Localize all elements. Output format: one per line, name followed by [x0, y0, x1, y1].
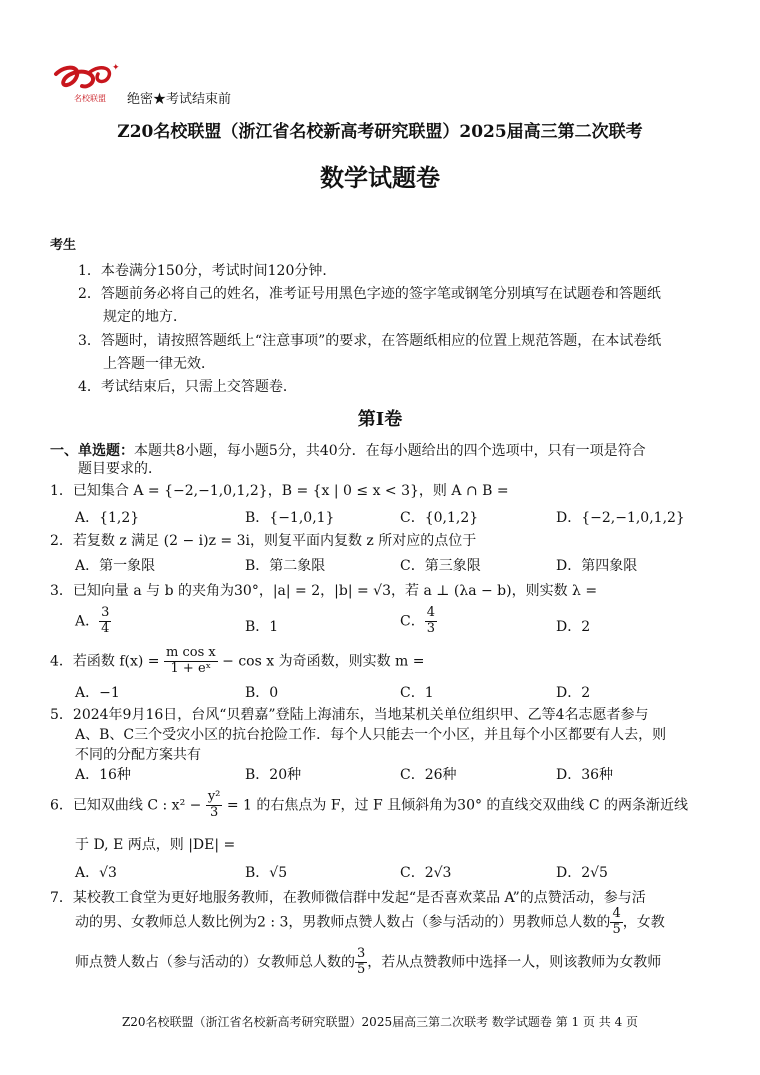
- question-7-line-3: 师点赞人数占（参与活动的）女教师总人数的 $\frac{3}{5}$ ，若从点赞教师中选择一人，则该教师为女教师: [75, 946, 662, 977]
- q1-option-c: C．{0,1,2}: [400, 510, 479, 526]
- q5-option-d: D．36种: [556, 767, 614, 783]
- section-text: 本题共8小题，每小题5分，共40分．在每小题给出的四个选项中，只有一项是符合: [134, 443, 646, 459]
- section-text-2: 题目要求的．: [78, 461, 162, 477]
- q5-option-c: C．26种: [400, 767, 457, 783]
- q2-option-c: C．第三象限: [400, 558, 481, 574]
- note-item: 上答题一律无效．: [103, 356, 215, 372]
- question-7-line-1: 7．某校教工食堂为更好地服务教师，在教师微信群中发起“是否喜欢菜品 A”的点赞活动，参与活: [50, 890, 646, 906]
- note-item: 1．本卷满分150分，考试时间120分钟．: [78, 263, 337, 279]
- subject-title: 数学试题卷: [320, 163, 440, 192]
- question-2-stem: 2．若复数 z 满足 (2 − i)z = 3i，则复平面内复数 z 所对应的点位于: [50, 533, 477, 549]
- alliance-logo: [52, 62, 120, 104]
- question-6-line-2: 于 D, E 两点，则 |DE| =: [75, 837, 236, 853]
- q4-option-b: B．0: [245, 685, 279, 701]
- logo-text: 名校联盟: [74, 94, 106, 103]
- note-item: 2．答题前务必将自己的姓名，准考证号用黑色字迹的签字笔或钢笔分别填写在试题卷和答题纸: [78, 286, 661, 302]
- q7-female-fraction: $\frac{3}{5}$: [357, 946, 366, 977]
- q1-option-a: A．{1,2}: [75, 510, 140, 526]
- q6-option-c: C．2√3: [400, 865, 452, 881]
- q4-option-a: A．−1: [75, 685, 120, 701]
- q3-option-d: D．2: [556, 619, 591, 635]
- q2-option-b: B．第二象限: [245, 558, 326, 574]
- q6-option-b: B．√5: [245, 865, 288, 881]
- q6-hyperbola-fraction: $\frac{\text{y²}}{3}$: [207, 789, 221, 820]
- question-1-stem: 1．已知集合 A = {−2,−1,0,1,2}，B = {x | 0 ≤ x < 3}，则 A ∩ B =: [50, 483, 509, 499]
- q2-option-a: A．第一象限: [75, 558, 156, 574]
- section-label: 一、单选题：: [50, 443, 134, 459]
- q1-option-b: B．{−1,0,1}: [245, 510, 335, 526]
- part-title: 第Ⅰ卷: [357, 409, 403, 430]
- confidential-label: 绝密★考试结束前: [127, 92, 232, 107]
- question-5-line-1: 5．2024年9月16日，台风“贝碧嘉”登陆上海浦东，当地某机关单位组织甲、乙等4名志愿者参与: [50, 707, 649, 723]
- section-intro: [50, 440, 646, 460]
- q6-option-d: D．2√5: [556, 865, 608, 881]
- note-item: 4．考试结束后，只需上交答题卷．: [78, 379, 297, 395]
- note-item: 规定的地方．: [103, 309, 187, 325]
- q2-option-d: D．第四象限: [556, 558, 638, 574]
- exam-title: Z20名校联盟（浙江省名校新高考研究联盟）2025届高三第二次联考: [117, 122, 643, 142]
- question-5-line-2: A、B、C三个受灾小区的抗台抢险工作．每个人只能去一个小区，并且每个小区都要有人去，则: [75, 727, 667, 743]
- q3-option-b: B．1: [245, 619, 279, 635]
- q5-option-b: B．20种: [245, 767, 302, 783]
- q4-option-d: D．2: [556, 685, 591, 701]
- q7-male-fraction: $\frac{4}{5}$: [612, 906, 621, 937]
- q3-option-a: A． $\frac{3}{4}$: [75, 605, 110, 636]
- question-3-stem: 3．已知向量 a 与 b 的夹角为30°，|a| = 2，|b| = √3，若 a ⊥ (λa − b)，则实数 λ =: [50, 583, 598, 599]
- question-7-line-2: 动的男、女教师总人数比例为2 : 3，男教师点赞人数占（参与活动的）男教师总人数的 $\frac{4}{5}$ ，女教: [75, 906, 665, 937]
- notes-heading: 考生: [50, 238, 77, 253]
- q1-option-d: D．{−2,−1,0,1,2}: [556, 510, 685, 526]
- q5-option-a: A．16种: [75, 767, 131, 783]
- question-5-line-3: 不同的分配方案共有: [75, 747, 201, 763]
- note-item: 3．答题时，请按照答题纸上“注意事项”的要求，在答题纸相应的位置上规范答题，在本试卷纸: [78, 333, 662, 349]
- q3-option-a-fraction: $\frac{3}{4}$: [101, 605, 110, 636]
- q4-function-fraction: $\frac{\text{m cos x}}{\text{1 + eˣ}}$: [166, 645, 216, 676]
- q4-option-c: C．1: [400, 685, 434, 701]
- q3-option-c: C． $\frac{4}{3}$: [400, 605, 435, 636]
- page-footer: Z20名校联盟（浙江省名校新高考研究联盟）2025届高三第二次联考 数学试题卷 第 1 页 共 4 页: [121, 1015, 639, 1029]
- question-6-stem: 6．已知双曲线 C : x² − $\frac{\text{y²}}{3}$ = 1 的右焦点为 F，过 F 且倾斜角为30° 的直线交双曲线 C 的两条渐近线: [50, 789, 689, 820]
- svg-text:✦: ✦: [112, 63, 120, 73]
- q6-option-a: A．√3: [75, 865, 117, 881]
- q3-option-c-fraction: $\frac{4}{3}$: [426, 605, 435, 636]
- question-4-stem: 4．若函数 f(x) = $\frac{\text{m cos x}}{\text{1 + eˣ}}$ − cos x 为奇函数，则实数 m =: [50, 645, 425, 676]
